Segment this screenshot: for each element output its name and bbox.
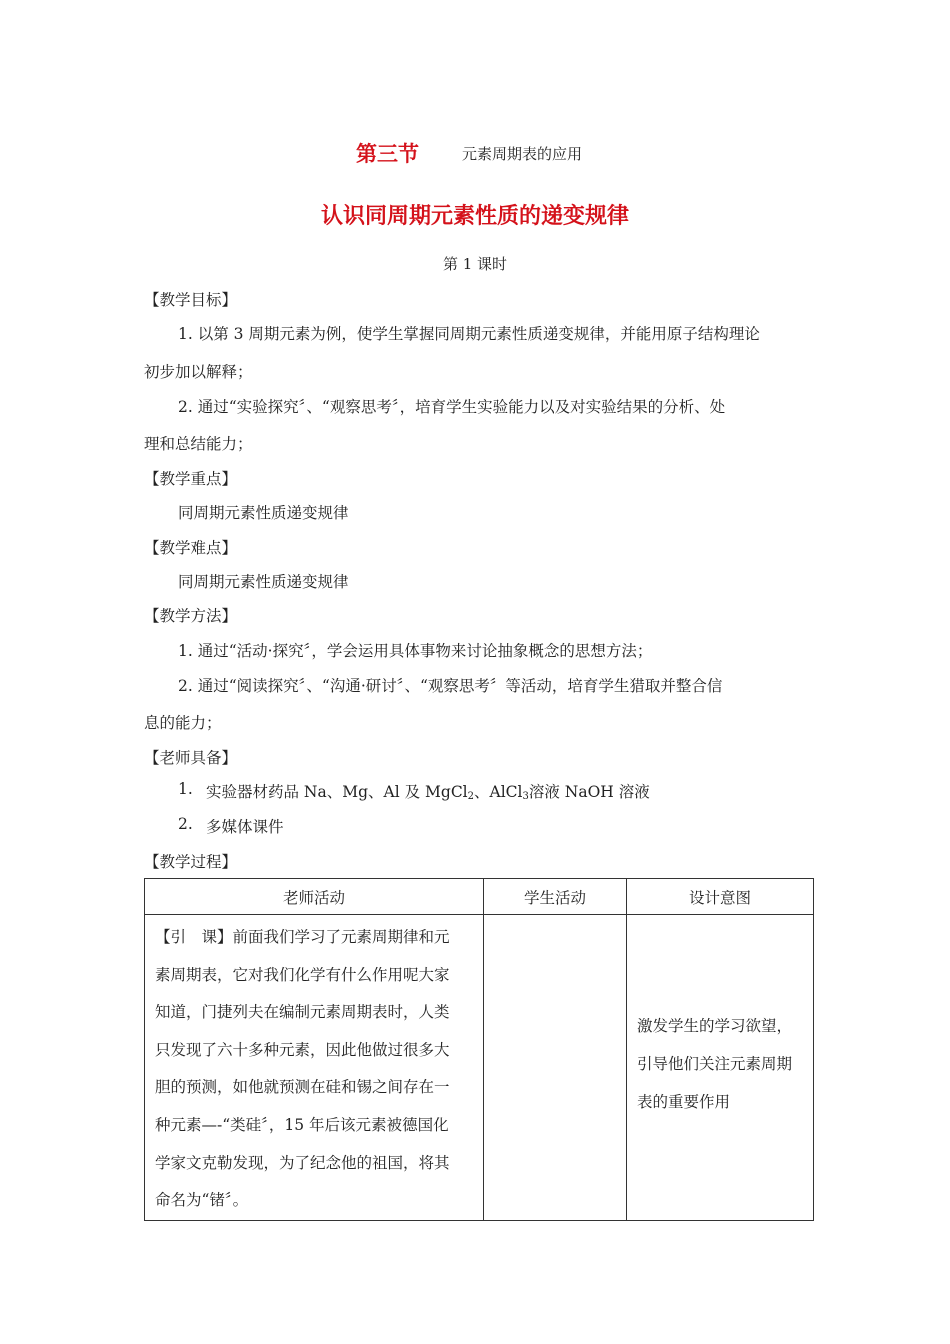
section-name: 元素周期表的应用 [462, 145, 583, 163]
table-row [145, 915, 814, 1221]
section-number: 第三节 [356, 141, 419, 166]
objectives-heading: 【教学目标】 [144, 291, 238, 309]
preparation-item-2: 多媒体课件 [206, 818, 284, 836]
preparation-item-1-text-b: 、AlCl [474, 783, 523, 801]
column-header-teacher: 老师活动 [145, 879, 484, 915]
lesson-label: 第 1 课时 [442, 255, 508, 273]
teacher-line-4: 只发现了六十多种元素，因此他做过很多大 [155, 1040, 450, 1059]
student-activity-cell [484, 915, 627, 1221]
teacher-line-6: 种元素—-“类硅〞，15 年后该元素被德国化 [155, 1115, 449, 1134]
intent-line-1: 激发学生的学习欲望， [637, 1017, 793, 1035]
preparation-item-2-number: 2. [178, 815, 193, 833]
teacher-line-1: 【引 课】前面我们学习了元素周期律和元 [155, 928, 450, 946]
objective-2-line-2: 理和总结能力； [144, 435, 253, 453]
objective-1-line-2: 初步加以解释； [144, 363, 253, 381]
teacher-activity-cell [145, 915, 484, 1221]
preparation-item-1-text-c: 溶液 NaOH 溶液 [528, 783, 650, 801]
intent-line-2: 引导他们关注元素周期 [637, 1055, 793, 1073]
methods-heading: 【教学方法】 [144, 607, 238, 625]
method-2-line-1: 2. 通过“阅读探究〞、“沟通·研讨〞、“观察思考〞等活动，培育学生猎取并整合信 [178, 677, 723, 695]
teacher-line-3: 知道，门捷列夫在编制元素周期表时，人类 [155, 1003, 450, 1022]
difficulties-text: 同周期元素性质递变规律 [178, 573, 349, 591]
key-points-text: 同周期元素性质递变规律 [178, 504, 349, 522]
subscript-2: 2 [467, 791, 475, 802]
subscript-3: 3 [522, 791, 529, 802]
teaching-process-table [144, 878, 814, 1221]
intent-line-3: 表的重要作用 [637, 1093, 731, 1111]
preparation-heading: 【老师具备】 [144, 749, 238, 767]
design-intent-cell [627, 915, 814, 1221]
method-2-line-2: 息的能力； [144, 714, 222, 732]
preparation-item-1 [206, 780, 650, 802]
difficulties-heading: 【教学难点】 [144, 539, 238, 557]
key-points-heading: 【教学重点】 [144, 470, 238, 488]
main-title: 认识同周期元素性质的递变规律 [320, 203, 629, 229]
process-heading: 【教学过程】 [144, 853, 238, 871]
teacher-line-2: 素周期表，它对我们化学有什么作用呢大家 [155, 965, 450, 984]
table-header-row [145, 879, 814, 915]
objective-1-line-1: 1. 以第 3 周期元素为例，使学生掌握同周期元素性质递变规律，并能用原子结构理论 [178, 325, 760, 343]
objective-2-line-1: 2. 通过“实验探究〞、“观察思考〞，培育学生实验能力以及对实验结果的分析、处 [178, 398, 726, 416]
column-header-student: 学生活动 [484, 879, 627, 915]
teacher-line-5: 胆的预测，如他就预测在硅和锡之间存在一 [155, 1078, 450, 1097]
teacher-line-8: 命名为“锗〞。 [155, 1191, 249, 1210]
preparation-item-1-text-a: 实验器材药品 Na、Mg、Al 及 MgCl [206, 783, 468, 801]
method-1: 1. 通过“活动·探究〞，学会运用具体事物来讨论抽象概念的思想方法； [178, 642, 653, 660]
column-header-intent: 设计意图 [627, 879, 814, 915]
preparation-item-1-number: 1. [178, 780, 193, 798]
teacher-line-7: 学家文克勒发现，为了纪念他的祖国，将其 [155, 1153, 450, 1172]
